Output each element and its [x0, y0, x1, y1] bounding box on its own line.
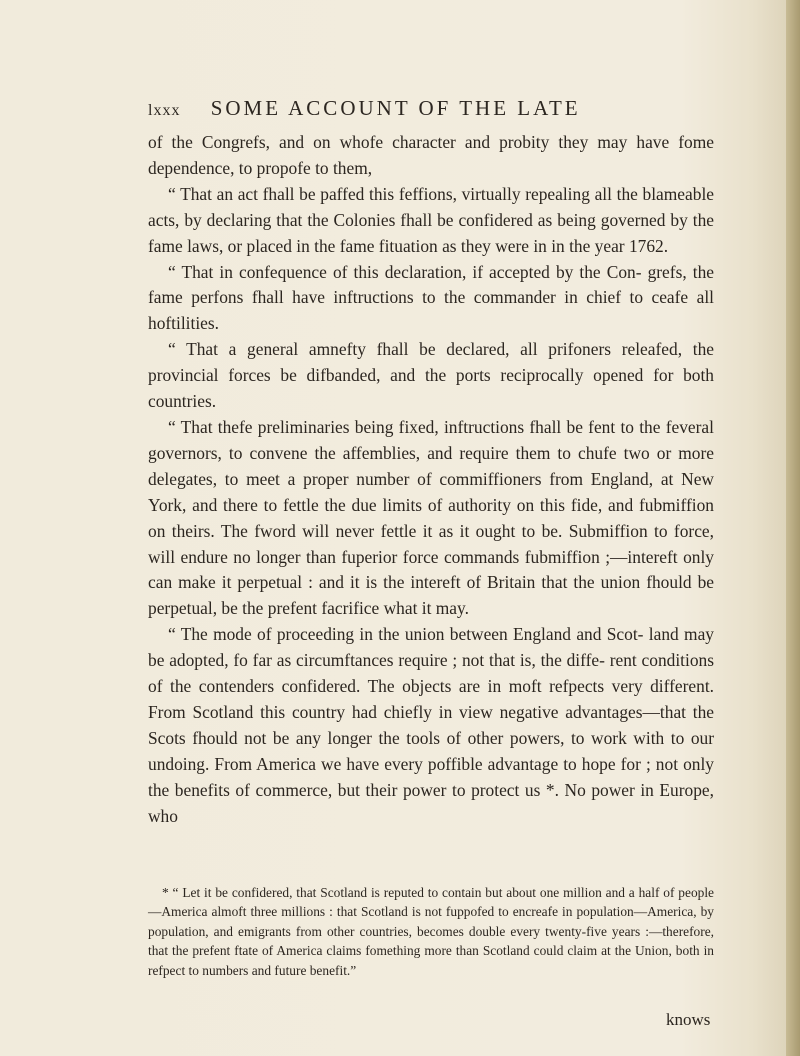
paragraph-preliminaries: “ That thefe preliminaries being fixed, inftructions fhall be fent to the feveral governors, to convene the affemblies, and require them to chufe two or more delegates, to meet a proper number of commiffioners from England, at New York, and there to fettle the due limits of authority on this fide, and fubmiffion on theirs. The fword will never fettle it as it ought to be. Submiffion to force, will endure no longer than fuperior force commands fubmiffion ;—intereft only can make it perpetual : and it is the intereft of Britain that the union fhould be perpetual, be the prefent facrifice what it may.	[148, 416, 714, 619]
paragraph-amnesty: “ That a general amnefty fhall be declared, all prifoners releafed, the provincial forces be difbanded, and the ports reciprocally opened for both countries.	[148, 339, 714, 412]
footnote	[148, 883, 714, 980]
paragraph-repeal-acts: “ That an act fhall be paffed this feffions, virtually repealing all the blameable acts, by declaring that the Colonies fhall be confidered as being governed by the fame laws, or placed in the fame fituation as they were in in the year 1762.	[148, 183, 714, 256]
paragraph-union-mode: “ The mode of proceeding in the union between England and Scot- land may be adopted, fo far as circumftances require ; not that is, the diffe- rent conditions of the contenders confidered. The objects are in moft refpects very different. From Scotland this country had chiefly in view negative advantages—that the Scots fhould not be any longer the tools of other powers, to work with to our undoing. From America we have every poffible advantage to hope for ; not only the benefits of commerce, but their power to protect us *. No power in Europe, who	[148, 624, 714, 826]
paragraph-continuation: of the Congrefs, and on whofe character and probity they may have fome dependence, to propofe to them,	[148, 132, 714, 178]
paragraph-cease-hostilities: “ That in confequence of this declaration, if accepted by the Con- grefs, the fame perfons fhall have inftructions to the commander in chief to ceafe all hoftilities.	[148, 261, 714, 334]
main-text	[148, 130, 714, 829]
footnote-text: * “ Let it be confidered, that Scotland is reputed to contain but about one million and a half of people—America almoft three millions : that Scotland is not fuppofed to encreafe in population—America, by population, and emigrants from other countries, becomes double every twenty-five years :—therefore, that the prefent ftate of America claims fomething more than Scotland could claim at the Union, both in refpect to numbers and future benefit.”	[148, 885, 714, 978]
catchword: knows	[666, 1010, 711, 1029]
page-edge	[786, 0, 800, 1056]
running-title: SOME ACCOUNT OF THE LATE	[210, 96, 581, 120]
running-header	[148, 96, 708, 121]
page-number: lxxx	[148, 102, 181, 119]
